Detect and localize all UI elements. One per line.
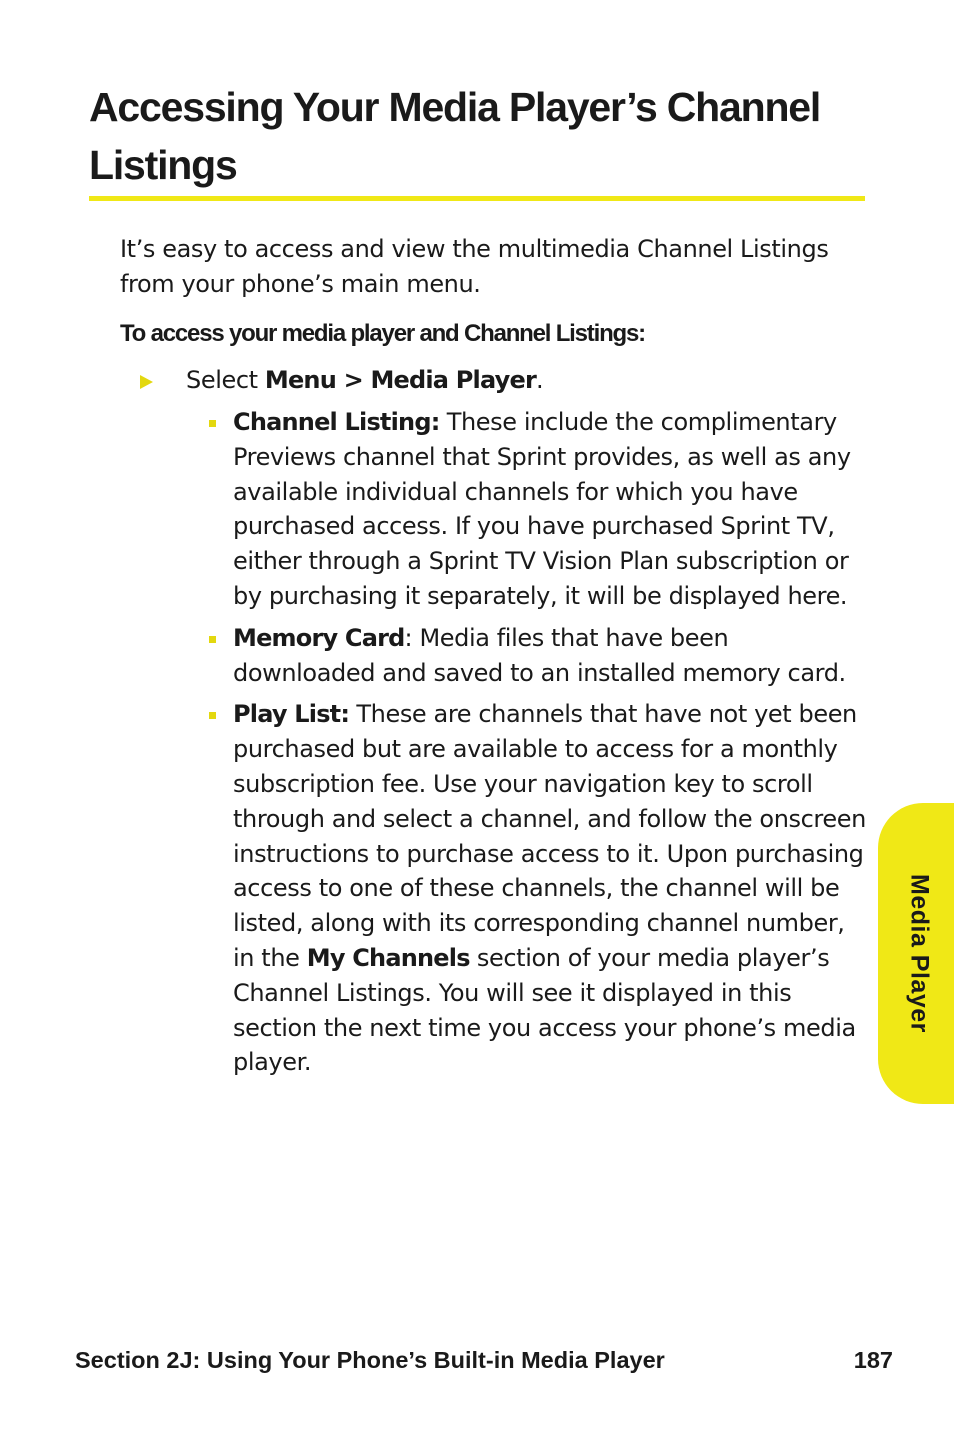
step-text	[186, 363, 543, 398]
step-target: Media Player	[370, 366, 536, 394]
step-prefix: Select	[186, 366, 265, 394]
footer-section-title: Section 2J: Using Your Phone’s Built-in Media Player	[75, 1347, 665, 1373]
step-separator: >	[336, 366, 371, 394]
item-description-continued: section of your media player’s Channel Listings. You will see it displayed in this section the next time you access your phone’s media player.	[233, 943, 856, 1077]
item-description: : Media files that have been downloaded and saved to an installed memory card.	[233, 623, 846, 687]
item-term: Memory Card	[233, 623, 405, 652]
item-inline-term: My Channels	[306, 943, 470, 972]
intro-paragraph: It’s easy to access and view the multimedia Channel Listings from your phone’s main menu.	[120, 235, 829, 298]
page-footer	[75, 1344, 893, 1376]
item-description: These are channels that have not yet been purchased but are available to access for a monthly subscription fee. Use your navigation key to scroll through and select a channel, and follow the onscreen instructions to purchase access to it. Upon purchasing access to one of these channels, the channel will be listed, along with its corresponding channel number, in the	[233, 700, 866, 972]
option-list	[207, 405, 867, 1087]
page-title: Accessing Your Media Player’s Channel Listings	[89, 84, 821, 188]
square-bullet-icon	[209, 420, 216, 427]
square-bullet-icon	[209, 636, 216, 643]
footer-page-number: 187	[853, 1347, 893, 1373]
item-term: Play List:	[233, 700, 350, 729]
list-item-memory-card	[207, 621, 867, 691]
side-tab-label: Media Player	[905, 874, 934, 1033]
procedure-heading: To access your media player and Channel Listings:	[120, 320, 645, 347]
title-underline	[89, 196, 865, 201]
step-menu: Menu	[264, 366, 337, 394]
list-item-channel-listing	[207, 405, 867, 614]
list-item-play-list	[207, 697, 867, 1080]
item-description: These include the complimentary Previews channel that Sprint provides, as well as any available individual channels for which you have purchased access. If you have purchased Sprint TV, either through a Sprint TV Vision Plan subscription or by purchasing it separately, it will be displayed here.	[233, 408, 851, 610]
step-arrow-icon	[140, 375, 153, 389]
section-side-tab	[878, 803, 954, 1104]
item-term: Channel Listing:	[233, 408, 440, 436]
step-suffix: .	[536, 366, 544, 394]
square-bullet-icon	[209, 712, 216, 719]
